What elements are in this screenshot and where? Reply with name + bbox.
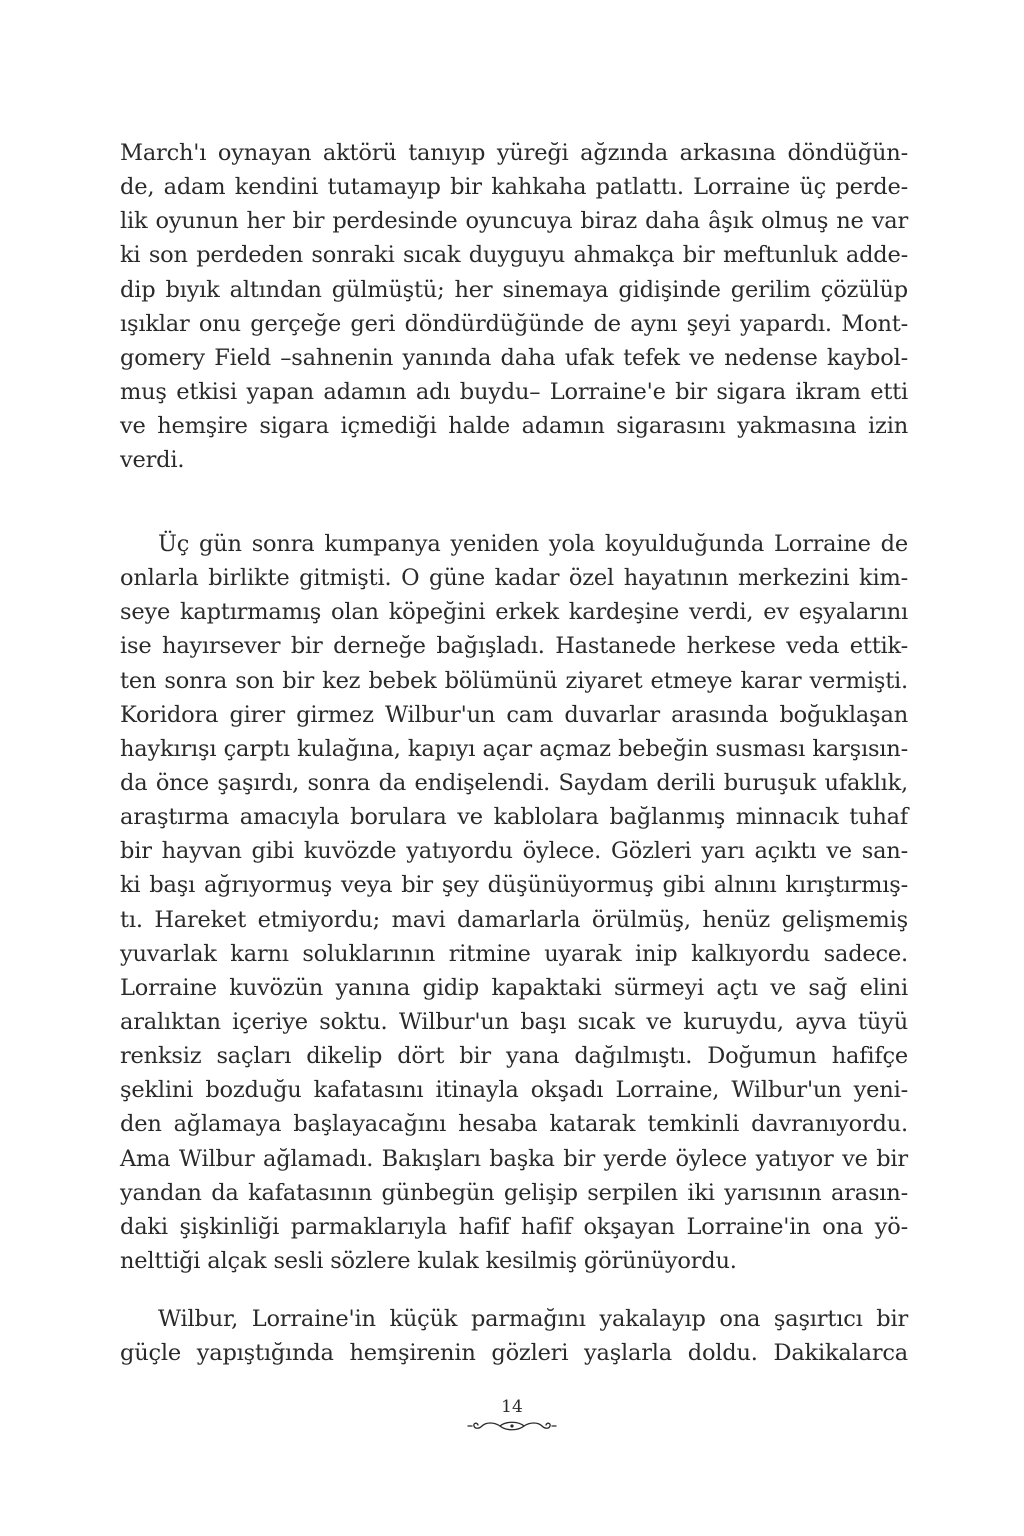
text-line: şeklini bozduğu kafatasını itinayla okşadı Lorraine, Wilbur'un yeni- — [120, 1077, 908, 1104]
page-footer — [0, 1396, 1024, 1434]
text-line: araştırma amacıyla borulara ve kablolara bağlanmış minnacık tuhaf — [120, 804, 908, 831]
text-line: da önce şaşırdı, sonra da endişelendi. Saydam derili buruşuk ufaklık, — [120, 769, 908, 796]
text-line: lik oyunun her bir perdesinde oyuncuya biraz daha âşık olmuş ne var — [120, 208, 908, 235]
text-line: bir hayvan gibi kuvözde yatıyordu öylece. Gözleri yarı açıktı ve san- — [120, 838, 908, 865]
text-line: ten sonra son bir kez bebek bölümünü ziyaret etmeye karar vermişti. — [120, 667, 908, 694]
text-line: den ağlamaya başlayacağını hesaba katarak temkinli davranıyordu. — [120, 1111, 908, 1138]
text-line: Lorraine kuvözün yanına gidip kapaktaki sürmeyi açtı ve sağ elini — [120, 974, 908, 1001]
text-line: ise hayırsever bir derneğe bağışladı. Hastanede herkese veda ettik- — [120, 633, 908, 660]
text-line: ve hemşire sigara içmediği halde adamın sigarasını yakmasına izin — [120, 413, 908, 440]
text-line: tı. Hareket etmiyordu; mavi damarlarla örülmüş, henüz gelişmemiş — [120, 906, 908, 933]
text-line: ki son perdeden sonraki sıcak duyguyu ahmakça bir meftunluk adde- — [120, 242, 908, 269]
text-line: gomery Field –sahnenin yanında daha ufak tefek ve nedense kaybol- — [120, 344, 908, 371]
text-line: Ama Wilbur ağlamadı. Bakışları başka bir yerde öylece yatıyor ve bir — [120, 1145, 908, 1172]
text-line: onlarla birlikte gitmişti. O güne kadar özel hayatının merkezini kim- — [120, 565, 908, 592]
text-line: ışıklar onu gerçeğe geri döndürdüğünde de aynı şeyi yapardı. Mont- — [120, 310, 908, 337]
text-line: seye kaptırmamış olan köpeğini erkek kardeşine verdi, ev eşyalarını — [120, 599, 908, 626]
text-line: yuvarlak karnı soluklarının ritmine uyarak inip kalkıyordu sadece. — [120, 940, 908, 967]
text-line: yandan da kafatasının günbegün gelişip serpilen iki yarısının arasın- — [120, 1179, 908, 1206]
text-line: muş etkisi yapan adamın adı buydu– Lorraine'e bir sigara ikram etti — [120, 378, 908, 405]
paragraph-2 — [120, 527, 908, 1278]
text-line: renksiz saçları dikelip dört bir yana dağılmıştı. Doğumun hafifçe — [120, 1043, 908, 1070]
text-line: Wilbur, Lorraine'in küçük parmağını yakalayıp ona şaşırtıcı bir — [158, 1306, 908, 1332]
text-line: daki şişkinliği parmaklarıyla hafif hafif okşayan Lorraine'in ona yö- — [120, 1213, 908, 1240]
text-line: nelttiği alçak sesli sözlere kulak kesilmiş görünüyordu. — [120, 1247, 737, 1274]
text-line: aralıktan içeriye soktu. Wilbur'un başı sıcak ve kuruydu, ayva tüyü — [120, 1008, 908, 1035]
text-line: güçle yapıştığında hemşirenin gözleri yaşlarla doldu. Dakikalarca — [120, 1340, 908, 1367]
text-line: March'ı oynayan aktörü tanıyıp yüreği ağzında arkasına döndüğün- — [120, 140, 908, 166]
text-line: Koridora girer girmez Wilbur'un cam duvarlar arasında boğuklaşan — [120, 701, 908, 728]
paragraph-1 — [120, 136, 908, 477]
text-line: de, adam kendini tutamayıp bir kahkaha patlattı. Lorraine üç perde- — [120, 174, 908, 201]
text-line: verdi. — [120, 447, 185, 474]
text-line: dip bıyık altından gülmüştü; her sinemaya gidişinde gerilim çözülüp — [120, 276, 908, 303]
text-line: Üç gün sonra kumpanya yeniden yola koyulduğunda Lorraine de — [158, 531, 908, 557]
text-line: haykırışı çarptı kulağına, kapıyı açar açmaz bebeğin susması karşısın- — [120, 735, 908, 762]
text-line: ki başı ağrıyormuş veya bir şey düşünüyormuş gibi alnını kırıştırmış- — [120, 872, 908, 899]
paragraph-3 — [120, 1302, 908, 1370]
scroll-flourish-icon — [466, 1418, 558, 1434]
page-number: 14 — [501, 1397, 523, 1417]
